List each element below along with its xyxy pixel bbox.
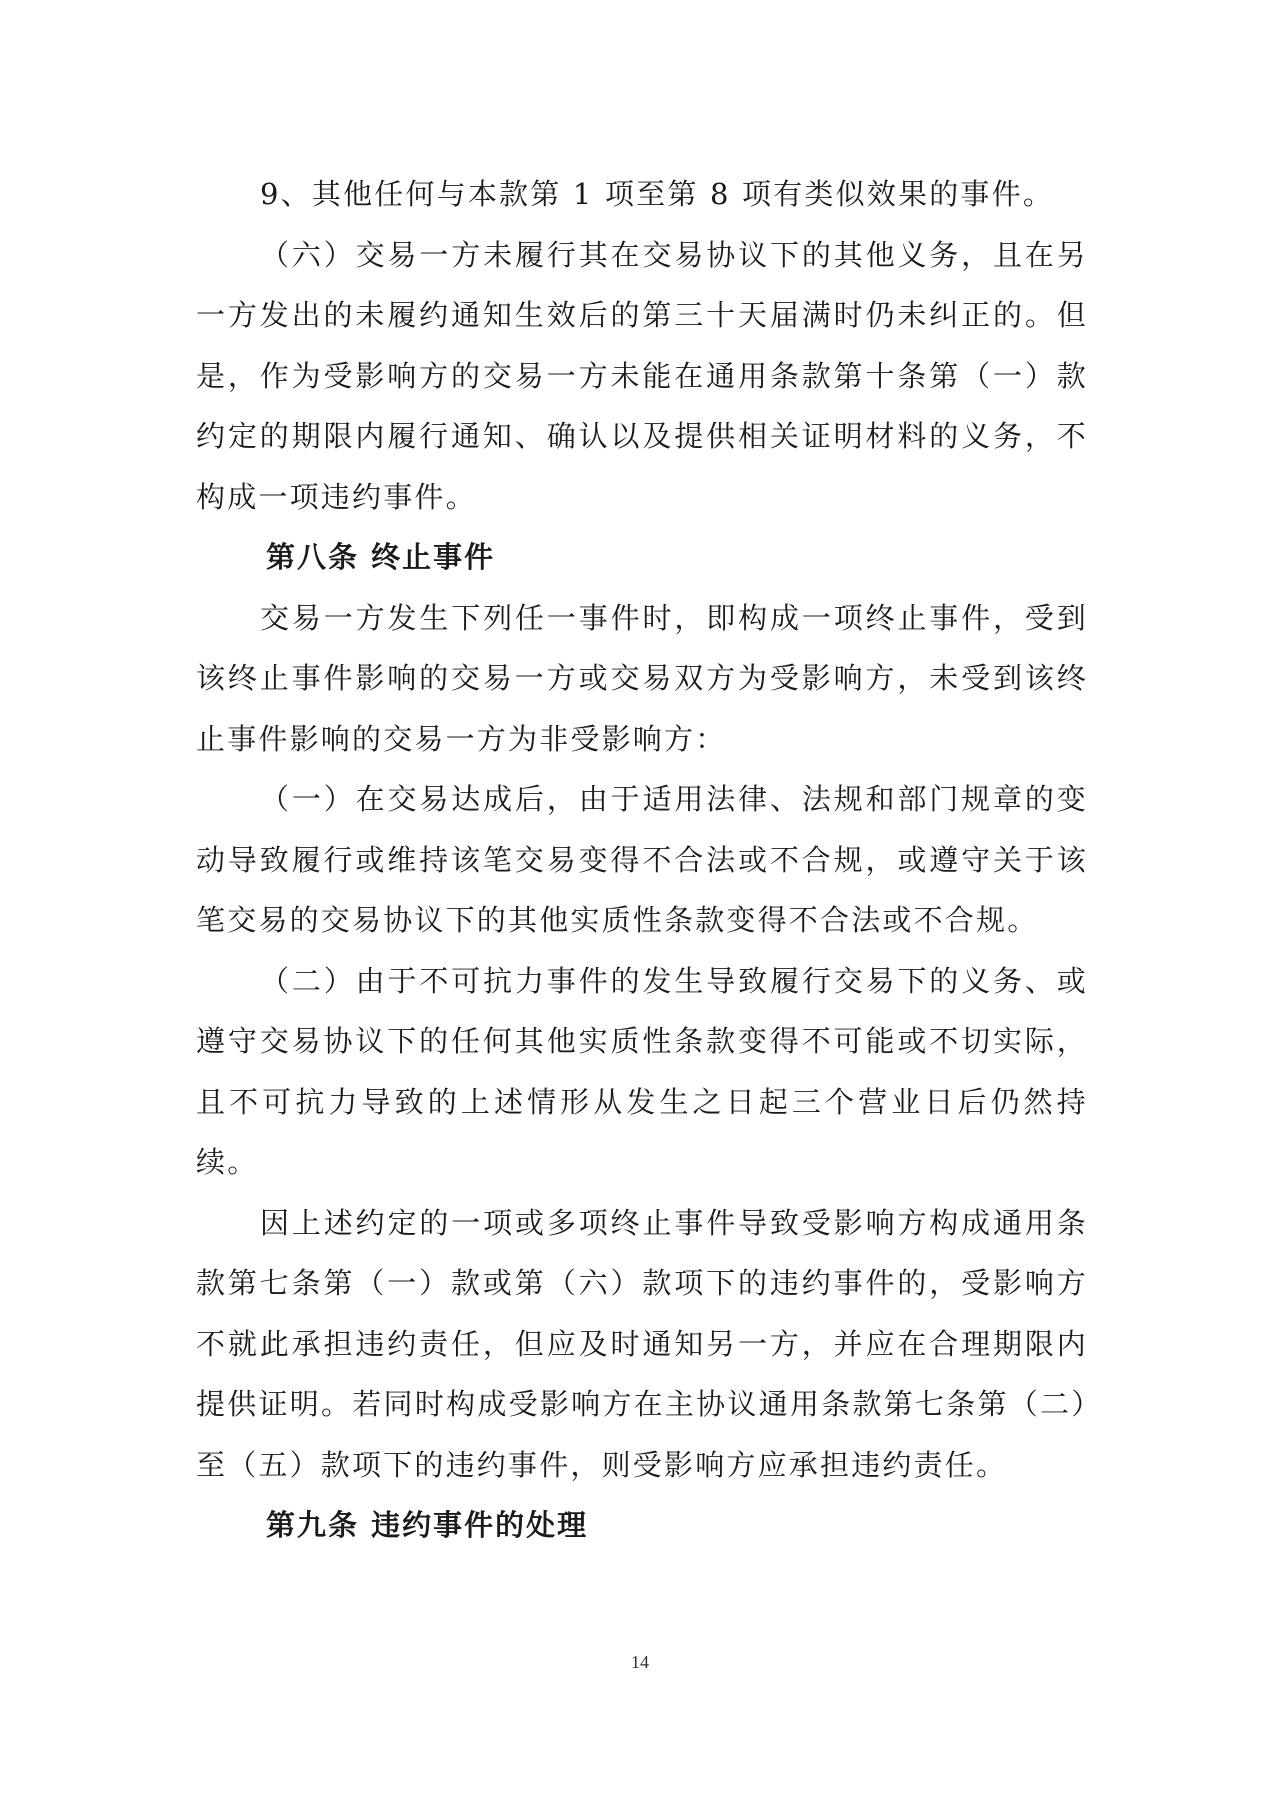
section-heading-article-8: 第八条 终止事件 — [266, 540, 496, 574]
document-body — [196, 164, 1088, 1556]
paragraph-termination-1: （一）在交易达成后，由于适用法律、法规和部门规章的变动导致履行或维持该笔交易变得不合法或不合规，或遵守关于该笔交易的交易协议下的其他实质性条款变得不合法或不合规。 — [196, 782, 1088, 937]
paragraph-termination-consequence: 因上述约定的一项或多项终止事件导致受影响方构成通用条款第七条第（一）款或第（六）款项下的违约事件的，受影响方不就此承担违约责任，但应及时通知另一方，并应在合理期限内提供证明。若同时构成受影响方在主协议通用条款第七条第（二）至（五）款项下的违约事件，则受影响方应承担违约责任。 — [196, 1205, 1088, 1482]
paragraph-termination-intro: 交易一方发生下列任一事件时，即构成一项终止事件，受到该终止事件影响的交易一方或交易双方为受影响方，未受到该终止事件影响的交易一方为非受影响方： — [196, 600, 1088, 756]
section-heading-article-9: 第九条 违约事件的处理 — [266, 1508, 589, 1542]
paragraph-termination-2: （二）由于不可抗力事件的发生导致履行交易下的义务、或遵守交易协议下的任何其他实质性条款变得不可能或不切实际，且不可抗力导致的上述情形从发生之日起三个营业日后仍然持续。 — [196, 963, 1088, 1179]
paragraph-clause-6: （六）交易一方未履行其在交易协议下的其他义务，且在另一方发出的未履约通知生效后的第三十天届满时仍未纠正的。但是，作为受影响方的交易一方未能在通用条款第十条第（一）款约定的期限内履行通知、确认以及提供相关证明材料的义务，不构成一项违约事件。 — [196, 237, 1088, 514]
paragraph-item-9: 9、其他任何与本款第 1 项至第 8 项有类似效果的事件。 — [260, 177, 1055, 211]
page-number: 14 — [631, 1652, 649, 1672]
